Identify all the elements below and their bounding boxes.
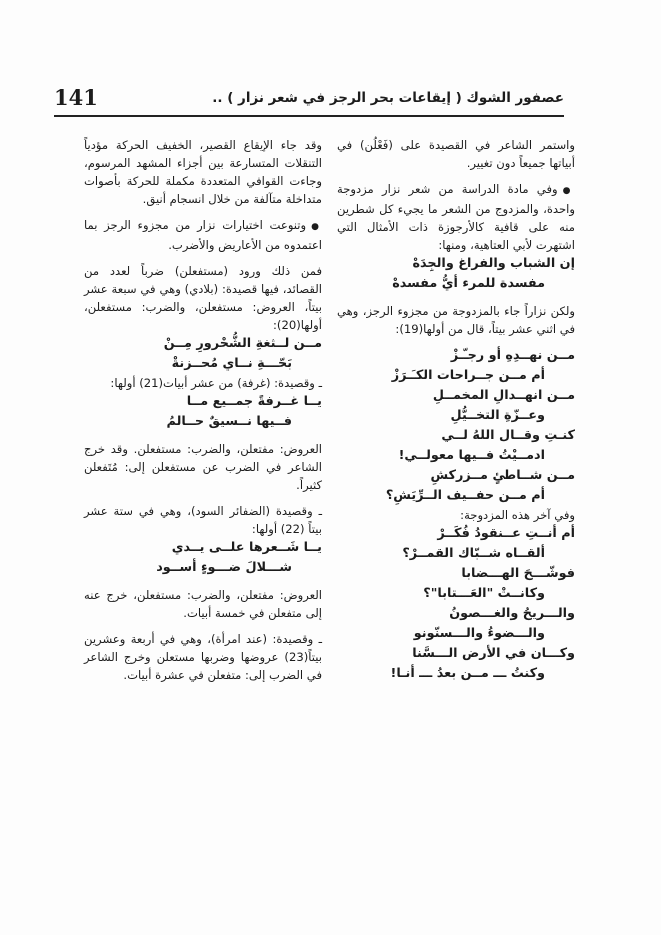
verse-line: والـــضوءُ والـــسنّونو (413, 626, 545, 641)
verse-line: شـــلالَ ضـــوءٍ أســود (156, 560, 292, 575)
verse-line: كنـتِ وقــال اللهُ لــي (441, 428, 575, 443)
verse-line: فــيها نــسيقٌ حــالمُ (166, 414, 292, 429)
running-title: عصفور الشوك ( إيقاعات بحر الرجز في شعر نزار ) .. (212, 90, 564, 106)
paragraph: فمن ذلك ورود (مستفعلن) ضرباً لعدد من القصائد، فيها قصيدة: (بلادي) وهي في سبعة عشر بيتاً، العروض: مستفعلن، والضرب: مستفعلن، أولها(20): (84, 264, 322, 332)
verse-line: بَحّـــةِ نــاي مُحــزنةْ (171, 356, 292, 371)
spacer (337, 338, 575, 346)
verse-line: وكـــان في الأرض الـــسَّنا (412, 646, 575, 661)
page-header (54, 84, 564, 112)
verse-line: مــن انهــدالِ المخمــلِ (432, 388, 575, 403)
verse-line: أم مــن جــراحات الكـَـرَزْ (391, 368, 545, 383)
paragraph: ـ وقصيدة: (غرفة) من عشر أبيات(21) أولها: (110, 376, 322, 390)
paragraph: العروض: مفتعلن، والضرب: مستفعلن، خرج عنه إلى متفعلن في خمسة أبيات. (84, 588, 322, 620)
verse-line: وعــزّةِ التخــيُّلِ (450, 408, 545, 423)
header-rule (54, 115, 564, 117)
verse-line: أم مــن حفــيف الــرِّيَشِ؟ (385, 488, 545, 503)
verse-line: وكنتُ ـــ مــن بعدُ ـــ أنـا! (390, 666, 545, 681)
verse-line: أم أنــتِ عــنقودُ فُكَــرْ (437, 526, 575, 541)
paragraph: العروض: مفتعلن، والضرب: مستفعلن. وقد خرج الشاعر في الضرب عن مستفعلن إلى: مُتَفعلن كثيراً. (84, 442, 322, 492)
paragraph: ـ وقصيدة: (عند امرأة)، وهي في أربعة وعشرين بيتاً(23) عروضها وضربها مستعلن وخرج الشاعر في الضرب إلى: متفعلن في عشرة أبيات. (84, 632, 322, 682)
spacer (84, 432, 322, 440)
bullet-paragraph: ● وتنوعت اختيارات نزار من مجزوء الرجز بما اعتمدوه من الأعاريض والأضرب. (84, 216, 322, 254)
paragraph: وقد جاء الإيقاع القصير، الخفيف الحركة مؤدياً التنقلات المتسارعة بين أجزاء المشهد المرسوم، وجاءت القوافي المتعددة مكملة للحركة بأصوات متداخلة متآلفة من خلال انسجام أنيق. (84, 138, 322, 206)
spacer (337, 294, 575, 302)
verse-line: إن الشباب والفراغ والجِدَهْ (412, 256, 575, 271)
verse-line: وكانــتْ "العَـــتابا"؟ (423, 586, 545, 601)
paragraph: ـ وقصيدة (الضفائر السود)، وهي في ستة عشر بيتاً (22) أولها: (84, 504, 322, 536)
verse-line: مــن نهــدِهِ أو رجـّـزْ (450, 348, 575, 363)
verse-line: ادمــيْتُ فــيها معولــي! (398, 448, 545, 463)
verse-line: مــن شــاطئٍ مــزركشِ (430, 468, 575, 483)
verse-line: مفسدة للمرء أيُّ مفسدهْ (392, 276, 545, 291)
verse-line: يــا غــرفةً جمــيع مــا (186, 394, 322, 409)
left-text-column (84, 136, 322, 684)
spacer (84, 578, 322, 586)
verse-line: فوشّـــحَ الهـــضابا (461, 566, 575, 581)
verse-line: مــن لــثغةِ الشُّحْرورِ مِــنْ (163, 336, 322, 351)
verse-line: ألقــاه شــبّاك القمــرْ؟ (402, 546, 545, 561)
paragraph: واستمر الشاعر في القصيدة على (فَعْلُن) في أبياتها جميعاً دون تغيير. (337, 138, 575, 170)
bullet-paragraph: ● وفي مادة الدراسة من شعر نزار مزدوجة واحدة، والمزدوج من الشعر ما يجيء كل شطرين منه على قافية كالأرجوزة ذات الأمثال التي اشتهرت لأبي العتاهية، ومنها: (337, 180, 575, 254)
verse-line: والـــريحُ والغـــصونُ (449, 606, 575, 621)
right-text-column (337, 136, 575, 684)
page-number: 141 (54, 85, 98, 110)
paragraph: ولكن نزاراً جاء بالمزدوجة من مجزوء الرجز، وهي في اثني عشر بيتاً، قال من أولها(19): (337, 304, 575, 336)
paragraph: وفي آخر هذه المزدوجة: (460, 508, 575, 522)
verse-line: يــا شَــعرها علــى يــدي (171, 540, 322, 555)
